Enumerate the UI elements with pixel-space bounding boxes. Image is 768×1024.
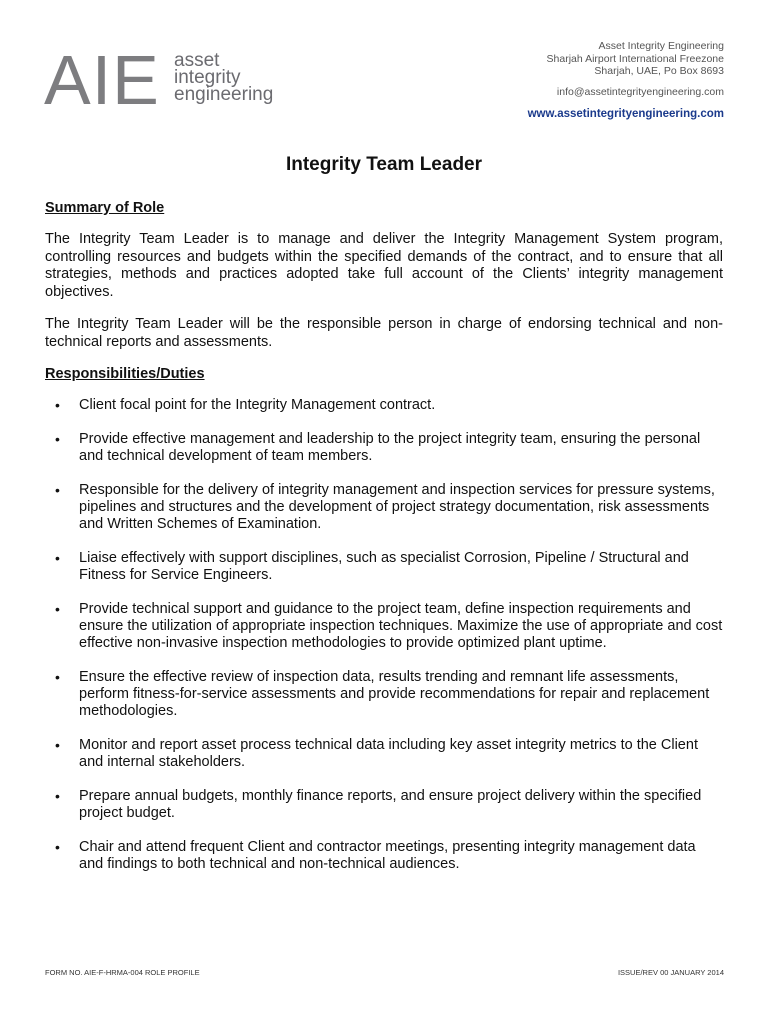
logo-word: engineering — [174, 84, 274, 105]
logo-word: asset — [174, 50, 220, 71]
duty-item — [45, 431, 723, 465]
duty-item — [45, 482, 723, 533]
bullet-icon: • — [55, 839, 60, 855]
duty-text: Client focal point for the Integrity Management contract. — [79, 397, 436, 413]
bullet-icon: • — [55, 669, 60, 685]
duty-item — [45, 550, 723, 584]
document-body — [45, 200, 723, 890]
duties-list — [45, 397, 723, 873]
summary-paragraph: The Integrity Team Leader is to manage and deliver the Integrity Management System program, controlling resources and budgets within the specified demands of the contract, and to ensure that all strategies, methods and practices adopted take full account of the Clients’ integrity management objectives. — [45, 231, 723, 300]
bullet-icon: • — [55, 550, 60, 566]
duty-text: Chair and attend frequent Client and contractor meetings, presenting integrity management data and findings to both technical and non-technical audiences. — [79, 839, 696, 872]
document-title: Integrity Team Leader — [285, 154, 483, 175]
logo-wordmark — [174, 52, 294, 103]
form-number: FORM NO. AIE-F-HRMA-004 ROLE PROFILE — [45, 968, 200, 977]
bullet-icon: • — [55, 737, 60, 753]
bullet-icon: • — [55, 601, 60, 617]
company-address-block — [547, 40, 724, 98]
company-website-link[interactable]: www.assetintegrityengineering.com — [527, 108, 724, 120]
duty-text: Monitor and report asset process technical data including key asset integrity metrics to the Client and internal stakeholders. — [79, 737, 698, 770]
duties-heading: Responsibilities/Duties — [45, 366, 205, 382]
logo-word: integrity — [174, 67, 241, 88]
logo-mark: AIE — [44, 41, 160, 119]
duty-text: Responsible for the delivery of integrity management and inspection services for pressure systems, pipelines and structures and the development of project strategy documentation, risk assessments and Written Schemes of Examination. — [79, 482, 715, 532]
company-address-line: Sharjah Airport International Freezone — [546, 52, 724, 65]
summary-heading: Summary of Role — [45, 200, 165, 216]
duty-text: Provide effective management and leadership to the project integrity team, ensuring the personal and technical development of team members. — [79, 431, 701, 464]
company-address-line: Sharjah, UAE, Po Box 8693 — [594, 65, 724, 77]
duty-item — [45, 601, 723, 652]
duty-text: Ensure the effective review of inspection data, results trending and remnant life assessments, perform fitness-for-service assessments and provide recommendations for repair and replacement methodologies. — [79, 669, 710, 719]
duty-text: Liaise effectively with support disciplines, such as specialist Corrosion, Pipeline / Structural and Fitness for Service Engineers. — [79, 550, 689, 583]
company-email: info@assetintegrityengineering.com — [556, 85, 724, 98]
duty-item — [45, 737, 723, 771]
duty-item — [45, 788, 723, 822]
bullet-icon: • — [55, 397, 60, 413]
bullet-icon: • — [55, 482, 60, 498]
duty-item — [45, 839, 723, 873]
duty-item — [45, 669, 723, 720]
bullet-icon: • — [55, 431, 60, 447]
duty-text: Provide technical support and guidance to the project team, define inspection requirements and ensure the utilization of appropriate inspection techniques. Maximize the use of appropriate and cost effective non-invasive inspection methodologies to provide optimized plant uptime. — [79, 601, 723, 651]
issue-revision: ISSUE/REV 00 JANUARY 2014 — [617, 968, 724, 977]
bullet-icon: • — [55, 788, 60, 804]
duty-item — [45, 397, 723, 414]
company-name: Asset Integrity Engineering — [598, 40, 724, 52]
duty-text: Prepare annual budgets, monthly finance reports, and ensure project delivery within the specified project budget. — [79, 788, 702, 821]
summary-paragraph: The Integrity Team Leader will be the responsible person in charge of endorsing technical and non-technical reports and assessments. — [45, 316, 723, 350]
